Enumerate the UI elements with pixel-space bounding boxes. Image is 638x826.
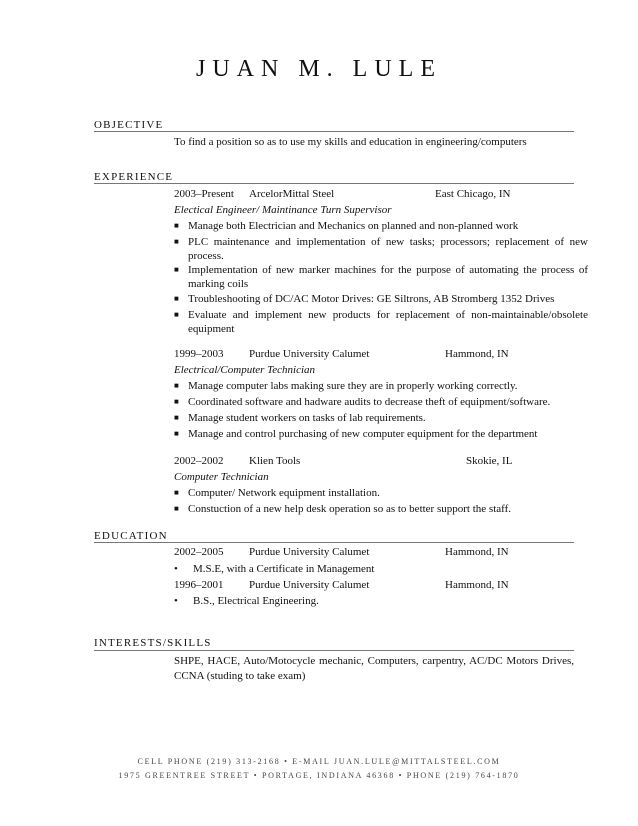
job-employer: ArcelorMittal Steel <box>249 188 335 200</box>
job-bullet-text: Constuction of a new help desk operation so as to better support the staff. <box>188 503 512 515</box>
job-title: Electrical/Computer Technician <box>174 364 316 376</box>
job-bullet <box>174 308 588 336</box>
job-bullet-text: Manage both Electrician and Mechanics on planned and non-planned work <box>188 220 519 232</box>
education-dates: 1996–2001 <box>174 579 224 591</box>
job-bullet-text: Manage computer labs making sure they are in properly working correctly. <box>188 380 518 392</box>
job-bullet-text: Coordinated software and hadware audits to decrease theft of equipment/software. <box>188 396 551 408</box>
job-bullet <box>174 427 588 441</box>
square-bullet-icon: ■ <box>174 488 179 497</box>
job-location: Skokie, IL <box>466 455 513 467</box>
square-bullet-icon: ■ <box>174 221 179 230</box>
job-title: Computer Technician <box>174 471 269 483</box>
education-location: Hammond, IN <box>445 546 509 558</box>
objective-heading: OBJECTIVE <box>94 119 164 131</box>
square-bullet-icon: ■ <box>174 381 179 390</box>
objective-text: To find a position so as to use my skills and education in engineering/computers <box>174 136 527 148</box>
experience-heading: EXPERIENCE <box>94 171 174 183</box>
square-bullet-icon: ■ <box>174 397 179 406</box>
square-bullet-icon: ■ <box>174 413 179 422</box>
education-detail: B.S., Electrical Engineering. <box>193 595 319 607</box>
job-employer: Purdue University Calumet <box>249 348 370 360</box>
square-bullet-icon: ■ <box>174 310 179 319</box>
interests-rule <box>94 650 574 651</box>
job-bullet-text: Troubleshooting of DC/AC Motor Drives: GE Siltrons, AB Stromberg 1352 Drives <box>188 293 555 305</box>
square-bullet-icon: ■ <box>174 504 179 513</box>
job-dates: 1999–2003 <box>174 348 224 360</box>
footer-contact-line-1: CELL PHONE (219) 313-2168 • E-MAIL JUAN.LULE@MITTALSTEEL.COM <box>137 757 501 766</box>
job-bullet-text: Manage student workers on tasks of lab requirements. <box>188 412 426 424</box>
job-bullet <box>174 235 588 263</box>
job-location: Hammond, IN <box>445 348 509 360</box>
job-bullet <box>174 219 588 233</box>
experience-rule <box>94 183 574 184</box>
job-bullet <box>174 379 588 393</box>
interests-heading: INTERESTS/SKILLS <box>94 637 212 649</box>
job-bullet <box>174 395 588 409</box>
education-detail: M.S.E, with a Certificate in Management <box>193 563 375 575</box>
job-bullet <box>174 411 588 425</box>
interests-text: SHPE, HACE, Auto/Motocycle mechanic, Computers, carpentry, AC/DC Motors Drives, CCNA (studing to take exam) <box>174 655 574 682</box>
job-location: East Chicago, IN <box>435 188 511 200</box>
square-bullet-icon: ■ <box>174 429 179 438</box>
square-bullet-icon: ■ <box>174 265 179 274</box>
job-bullet-text: Computer/ Network equipment installation. <box>188 487 380 499</box>
job-dates: 2002–2002 <box>174 455 224 467</box>
education-bullet-icon: • <box>174 563 178 575</box>
job-dates: 2003–Present <box>174 188 234 200</box>
job-title: Electical Engineer/ Maintinance Turn Supervisor <box>174 204 392 216</box>
job-bullet <box>174 292 588 306</box>
objective-rule <box>94 131 574 132</box>
job-bullet-text: Manage and control purchasing of new computer equipment for the department <box>188 428 538 440</box>
job-bullet-text: Evaluate and implement new products for replacement of non-maintainable/obsolete equipment <box>188 309 588 335</box>
education-school: Purdue University Calumet <box>249 546 370 558</box>
education-bullet-icon: • <box>174 595 178 607</box>
square-bullet-icon: ■ <box>174 294 179 303</box>
job-bullet <box>174 486 588 500</box>
square-bullet-icon: ■ <box>174 237 179 246</box>
resume-name: JUAN M. LULE <box>196 56 442 82</box>
job-bullet-text: Implementation of new marker machines for the purpose of automating the process of marking coils <box>188 264 588 290</box>
job-bullet <box>174 502 588 516</box>
education-heading: EDUCATION <box>94 530 168 542</box>
job-employer: Klien Tools <box>249 455 301 467</box>
job-bullet-text: PLC maintenance and implementation of new tasks; processors; replacement of new process. <box>188 236 588 262</box>
job-bullet <box>174 263 588 291</box>
education-rule <box>94 542 574 543</box>
education-location: Hammond, IN <box>445 579 509 591</box>
education-school: Purdue University Calumet <box>249 579 370 591</box>
footer-contact-line-2: 1975 GREENTREE STREET • PORTAGE, INDIANA 46368 • PHONE (219) 764-1870 <box>118 771 520 780</box>
education-dates: 2002–2005 <box>174 546 224 558</box>
